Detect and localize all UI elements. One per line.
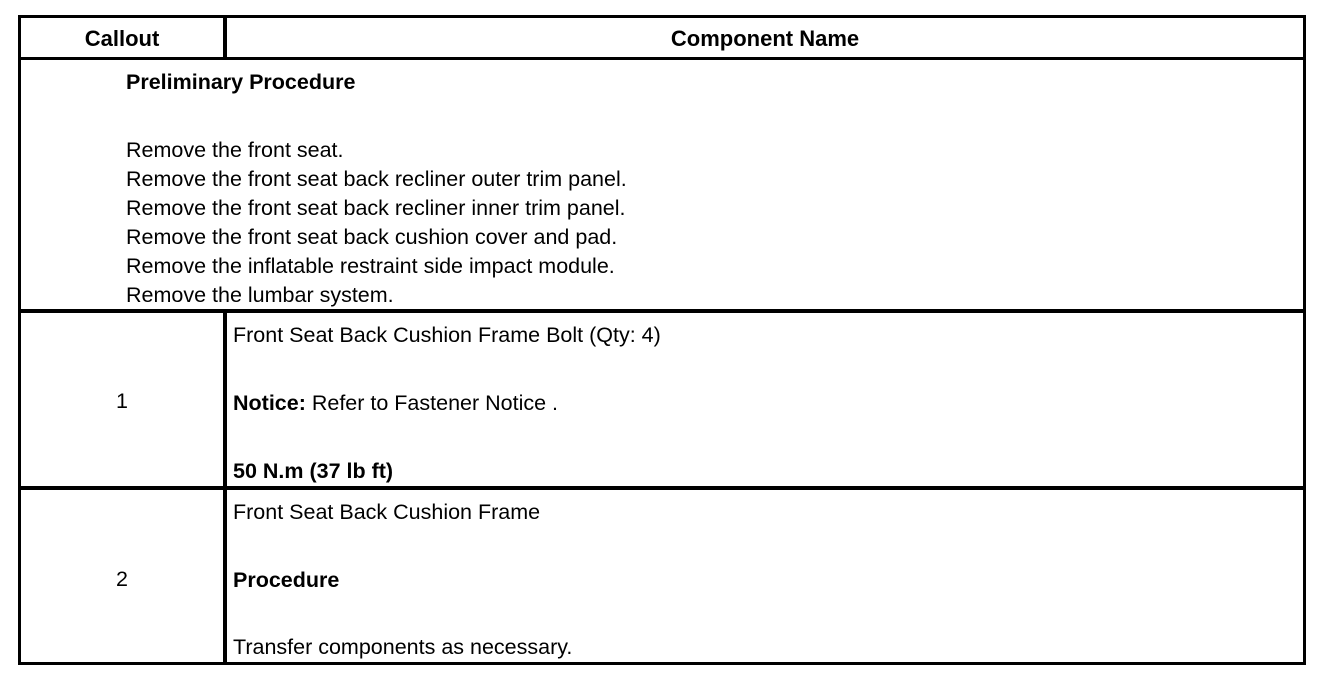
column-header-callout: Callout xyxy=(84,26,160,51)
table-row xyxy=(21,313,1303,490)
procedure-table xyxy=(18,15,1306,665)
column-divider xyxy=(223,313,227,490)
callout-number: 1 xyxy=(116,389,128,413)
list-item: Remove the inflatable restraint side impact module. xyxy=(126,254,615,278)
list-item: Remove the lumbar system. xyxy=(126,283,394,307)
table-header-row xyxy=(21,18,1303,60)
list-item: Remove the front seat back recliner outer trim panel. xyxy=(126,167,627,191)
notice-line xyxy=(233,390,558,416)
procedure-text: Transfer components as necessary. xyxy=(233,635,573,659)
callout-number: 2 xyxy=(116,567,128,591)
notice-text: Refer to Fastener Notice . xyxy=(305,391,559,415)
table-row xyxy=(21,490,1303,662)
preliminary-procedure-title: Preliminary Procedure xyxy=(126,70,356,94)
preliminary-procedure-row xyxy=(21,60,1303,313)
component-name: Front Seat Back Cushion Frame xyxy=(233,500,541,524)
preliminary-steps-list xyxy=(126,136,627,310)
component-name: Front Seat Back Cushion Frame Bolt (Qty: 4) xyxy=(233,323,661,347)
torque-spec: 50 N.m (37 lb ft) xyxy=(233,459,394,483)
list-item: Remove the front seat back cushion cover and pad. xyxy=(126,225,618,249)
notice-label: Notice: xyxy=(233,391,306,415)
list-item: Remove the front seat. xyxy=(126,138,344,162)
column-divider xyxy=(223,18,227,60)
procedure-label: Procedure xyxy=(233,568,340,592)
column-divider xyxy=(223,490,227,662)
column-header-component-name: Component Name xyxy=(670,26,860,51)
list-item: Remove the front seat back recliner inner trim panel. xyxy=(126,196,626,220)
